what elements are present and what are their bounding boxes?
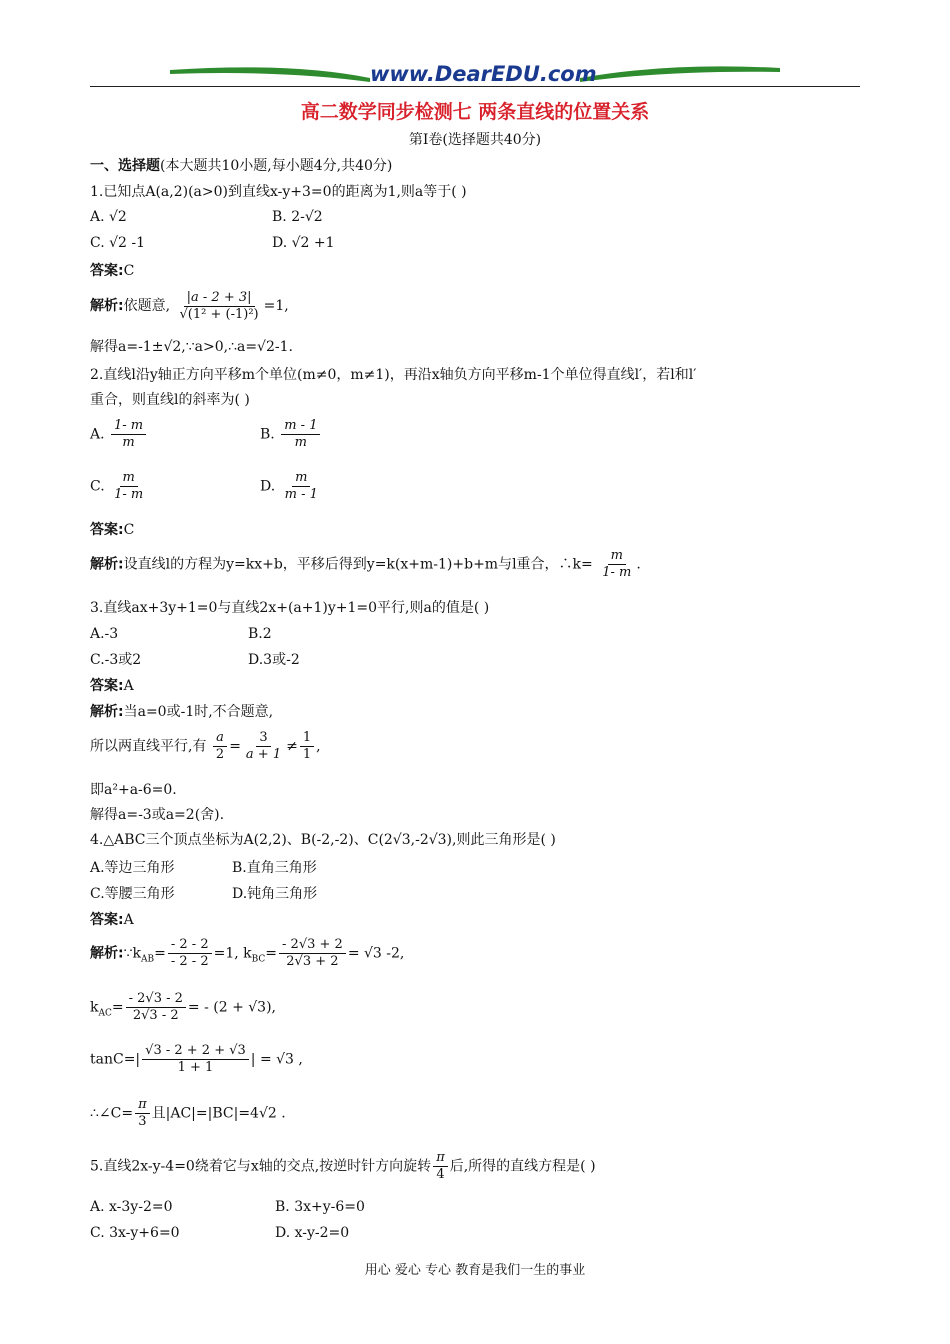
q4-kbc-fraction [279,937,346,970]
q4-analysis-line3 [90,1043,303,1076]
q2-k-den: 1- m [602,565,632,580]
q5-option-c: C. 3x-y+6=0 [90,1225,180,1241]
header-rule [90,86,860,87]
q4-kab-den: - 2 - 2 [170,954,209,969]
q4-kab-num: - 2 - 2 [168,937,212,954]
q2-answer-label: 答案: [90,522,124,538]
q1-frac-num: |a - 2 + 3| [184,290,255,307]
q2-d-num: m [292,470,310,487]
q3-analysis-line3: 即a²+a-6=0. [90,782,177,798]
q4-conc-num: π [135,1097,150,1114]
q3-analysis-pre: 所以两直线平行,有 [90,738,207,755]
q3-f3-den: 1 [302,747,312,762]
q2-analysis-text: 设直线l的方程为y=kx+b，平移后得到y=k(x+m-1)+b+m与l重合，∴k= [123,556,593,573]
q5-stem-post: 后,所得的直线方程是( ) [449,1158,596,1175]
q3-answer-label: 答案: [90,678,124,694]
q3-analysis-line4: 解得a=-3或a=2(舍). [90,807,225,823]
q3-analysis-text1: 当a=0或-1时,不合题意, [123,704,274,720]
q1-answer-label: 答案: [90,263,124,279]
q4-analysis-line1 [90,937,404,970]
q2-option-c [90,470,148,503]
section-title: 一、选择题 [90,158,160,174]
q4-kbc-den: 2√3 + 2 [286,954,339,969]
q5-option-a: A. x-3y-2=0 [90,1199,173,1215]
q2-b-label: B. [260,426,275,443]
q4-tan-pre: tanC=| [90,1051,141,1068]
q5-option-d: D. x-y-2=0 [275,1225,350,1241]
q2-answer [90,521,134,539]
q1-answer-value: C [123,263,135,279]
q2-stem-line1: 2.直线l沿y轴正方向平移m个单位(m≠0，m≠1)，再沿x轴负方向平移m-1个单位得直线l′，若l和l′ [90,367,697,383]
q1-answer [90,262,134,280]
q4-kab-post: =1, k [213,945,252,962]
page-footer: 用心 爱心 专心 教育是我们一生的事业 [364,1263,586,1278]
q2-c-den: 1- m [114,487,144,502]
q2-c-num: m [120,470,138,487]
q4-answer-value: A [123,912,134,928]
q4-answer [90,911,134,929]
q2-d-fraction [282,470,321,503]
page-title: 高二数学同步检测七 两条直线的位置关系 [300,101,650,123]
q3-stem: 3.直线ax+3y+1=0与直线2x+(a+1)y+1=0平行,则a的值是( ) [90,600,490,616]
q4-kab-pre: ∵k [123,945,141,962]
q3-frac-2 [243,730,284,763]
q4-kab-eq: = [154,945,166,962]
q4-option-b: B.直角三角形 [232,860,317,876]
q3-neq: ≠ [286,738,298,755]
q4-stem: 4.△ABC三个顶点坐标为A(2,2)、B(-2,-2)、C(2√3,-2√3),则此三角形是( ) [90,832,556,848]
q4-kbc-eq: = [265,945,278,962]
q4-tan-den: 1 + 1 [177,1060,214,1075]
q4-kbc-post: = √3 -2, [347,945,405,962]
q2-analysis-label: 解析: [90,556,124,573]
q2-k-num: m [608,548,626,565]
q3-frac-3 [300,730,314,763]
section-note: (本大题共10小题,每小题4分,共40分) [160,158,393,174]
q3-f3-num: 1 [300,730,314,747]
q2-a-fraction [111,418,146,451]
q2-b-den: m [294,435,307,450]
q3-f2-den: a + 1 [245,747,282,762]
q4-kac-num: - 2√3 - 2 [126,991,186,1008]
q4-conc-post: 且|AC|=|BC|=4√2 . [151,1105,286,1122]
q4-tan-fraction [142,1043,249,1076]
q1-analysis-pre: 依题意, [123,298,171,314]
q4-conc-fraction [135,1097,150,1130]
q5-angle-num: π [433,1150,448,1167]
q2-answer-value: C [123,522,135,538]
q3-option-b: B.2 [248,626,272,642]
q4-option-a: A.等边三角形 [90,860,175,876]
q5-stem [90,1150,596,1183]
q2-option-b [260,418,322,451]
q3-f1-den: 2 [215,747,225,762]
q4-conc-pre: ∴∠C= [90,1105,134,1122]
q4-kac-post: = - (2 + √3), [187,999,276,1016]
q3-answer [90,677,134,695]
q4-option-c: C.等腰三角形 [90,886,175,902]
q2-option-d [260,470,323,503]
q4-kbc-sub: BC [251,954,266,965]
q3-analysis-line1 [90,703,273,721]
q3-analysis-label: 解析: [90,704,124,720]
q1-solve: 解得a=-1±√2,∵a>0,∴a=√2-1. [90,339,293,355]
header-site-name: www.DearEDU.com [370,62,597,86]
q4-conc-den: 3 [138,1114,147,1129]
q2-a-num: 1- m [111,418,146,435]
q3-analysis-line2: 所以两直线平行,有 $\frac{a}{2}$ = $\frac{3}{a + 1}$ ≠ $\frac{1}{1}$ , [90,730,321,762]
q4-kbc-num: - 2√3 + 2 [279,937,346,954]
q1-frac-den: √(1² + (-1)²) [179,306,259,322]
q4-tan-num: √3 - 2 + 2 + √3 [142,1043,249,1060]
q3-f1-num: a [213,730,227,747]
q2-analysis [90,548,641,581]
q2-d-label: D. [260,478,276,495]
q2-a-label: A. [90,426,105,443]
q4-analysis-label: 解析: [90,945,124,962]
q3-analysis-end: , [316,738,321,755]
volume-subtitle [0,131,950,149]
q2-option-a [90,418,148,451]
q4-kab-fraction [168,937,212,970]
q3-f2-num: 3 [256,730,270,747]
q1-option-b: B. 2-√2 [272,209,323,225]
q5-stem-pre: 5.直线2x-y-4=0绕着它与x轴的交点,按逆时针方向旋转 [90,1158,432,1175]
q1-analysis-post: =1, [263,298,289,314]
q4-answer-label: 答案: [90,912,124,928]
volume-text: 第Ⅰ卷(选择题共40分) [408,132,542,148]
q2-c-fraction [111,470,146,503]
q2-c-label: C. [90,478,105,495]
q4-option-d: D.钝角三角形 [232,886,318,902]
q3-option-c: C.-3或2 [90,652,142,668]
q1-analysis [90,286,289,326]
q1-option-c: C. √2 -1 [90,235,146,251]
q1-distance-fraction [177,290,262,323]
q4-kac-den: 2√3 - 2 [132,1008,179,1023]
q4-analysis-line4 [90,1097,286,1130]
q2-b-num: m - 1 [281,418,320,435]
q3-answer-value: A [123,678,134,694]
q5-angle-den: 4 [436,1167,445,1182]
q5-option-b: B. 3x+y-6=0 [275,1199,365,1215]
section-heading [90,157,392,175]
q2-d-den: m - 1 [284,487,318,502]
q2-k-fraction [599,548,634,581]
q2-b-fraction [281,418,320,451]
q4-kac-sub: AC [98,1008,112,1019]
q2-stem-line2: 重合，则直线l的斜率为( ) [90,392,250,408]
q2-k-end: . [636,556,641,573]
q1-analysis-label: 解析: [90,298,124,314]
q2-a-den: m [122,435,135,450]
q5-angle-fraction [433,1150,448,1183]
q3-frac-1 [213,730,227,763]
q4-kac-pre: k [90,999,99,1016]
q4-kac-fraction [126,991,186,1024]
q1-stem: 1.已知点A(a,2)(a>0)到直线x-y+3=0的距离为1,则a等于( ) [90,184,467,200]
q4-kab-sub: AB [141,954,155,965]
q1-option-d: D. √2 +1 [272,235,335,251]
q3-option-a: A.-3 [90,626,119,642]
q3-option-d: D.3或-2 [248,652,300,668]
q4-analysis-line2 [90,991,276,1024]
q4-kac-eq: = [111,999,124,1016]
q1-option-a: A. √2 [90,209,127,225]
q4-tan-post: | = √3 , [250,1051,303,1068]
